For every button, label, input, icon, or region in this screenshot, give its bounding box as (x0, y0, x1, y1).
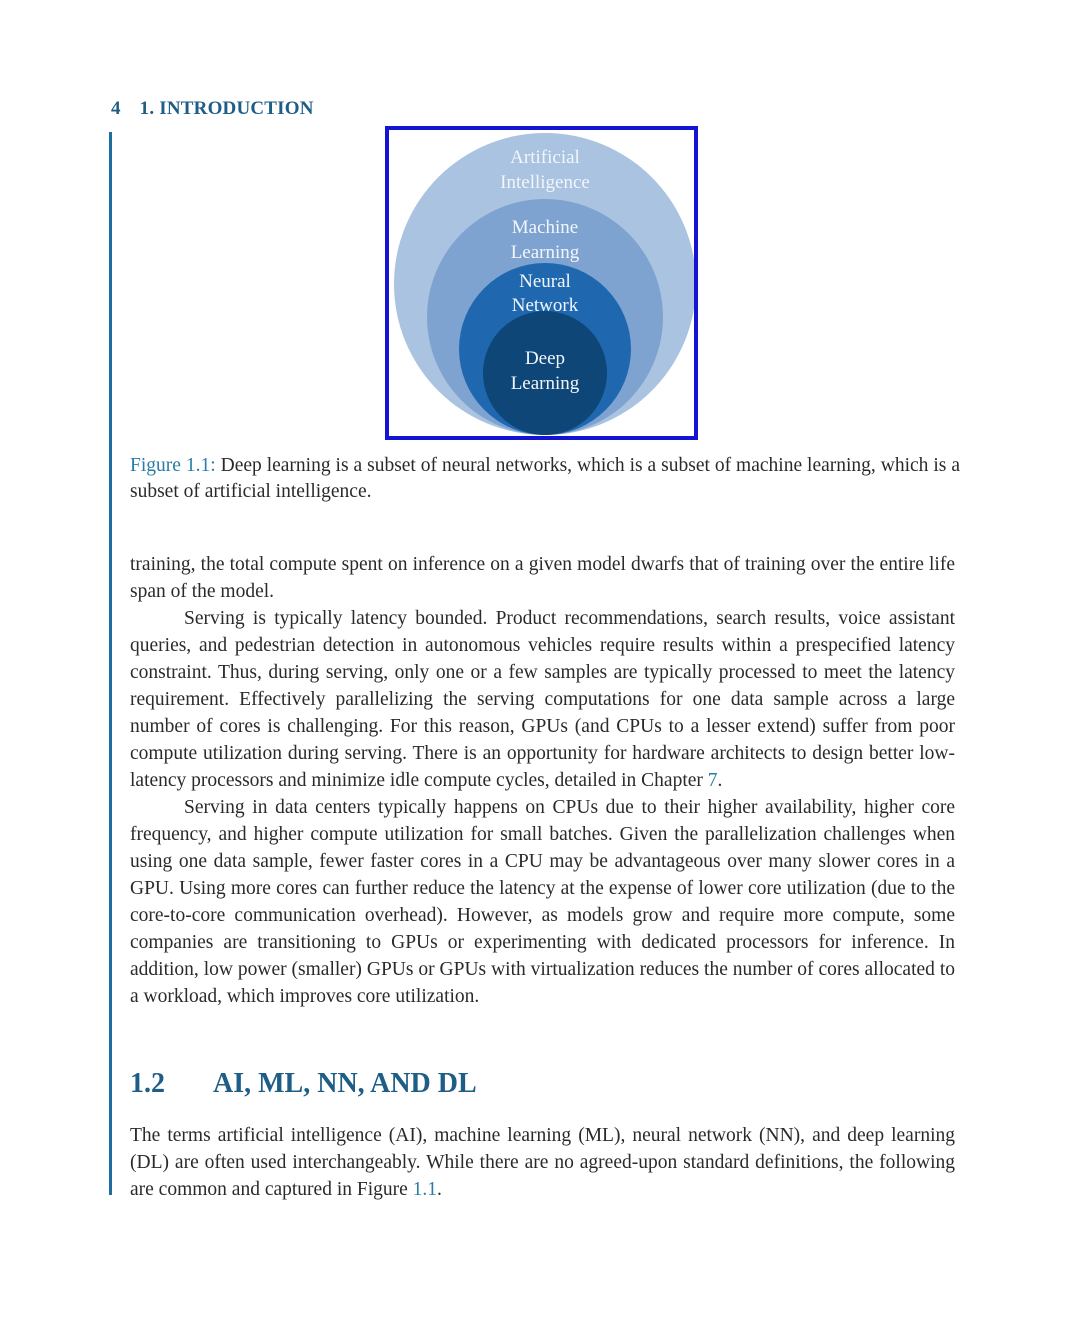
running-head (111, 98, 314, 120)
label-ml-line1: Machine (511, 217, 579, 238)
figure-1-1-link[interactable]: 1.1 (412, 1179, 438, 1200)
label-nn-line1: Neural (519, 271, 571, 292)
figure-ref-label[interactable]: Figure 1.1: (130, 455, 216, 476)
section-number: 1.2 (130, 1068, 165, 1099)
label-dl-line2: Learning (510, 373, 580, 394)
label-ml-line2: Learning (510, 242, 580, 263)
page-number: 4 (111, 98, 121, 119)
label-ai-line1: Artificial (510, 147, 580, 168)
label-ai-line2: Intelligence (500, 172, 590, 193)
body-text (130, 551, 955, 1010)
nested-circles-diagram (389, 130, 694, 436)
label-nn-line2: Network (511, 295, 579, 316)
section-heading (130, 1068, 477, 1100)
caption-text: Deep learning is a subset of neural networks, which is a subset of machine learning, which is a subset of artificial intelligence. (130, 455, 960, 502)
section-paragraph: The terms artificial intelligence (AI), machine learning (ML), neural network (NN), and deep learning (DL) are often used interchangeably. While there are no agreed-upon standard definitions, the following are common and captured in Figure 1.1. (130, 1125, 955, 1200)
chapter-title: 1. INTRODUCTION (139, 98, 314, 119)
paragraph-3: Serving in data centers typically happens on CPUs due to their higher availability, higher core frequency, and higher compute utilization for small batches. Given the parallelization challenges when using one data sample, fewer faster cores in a CPU may be advantageous over many slower cores in a GPU. Using more cores can further reduce the latency at the expense of lower core utilization (due to the core-to-core communication overhead). However, as models grow and require more compute, some companies are transitioning to GPUs or experimenting with dedicated processors for inference. In addition, low power (smaller) GPUs or GPUs with virtualization reduces the number of cores allocated to a workload, which improves core utilization. (130, 797, 955, 1007)
figure-caption (130, 453, 960, 505)
section-body-text (130, 1122, 955, 1203)
label-dl-line1: Deep (524, 348, 566, 369)
figure-venn-diagram (385, 126, 698, 440)
section-title: AI, ML, NN, AND DL (213, 1068, 477, 1099)
chapter-7-link[interactable]: 7 (707, 770, 718, 791)
change-bar (109, 132, 112, 1195)
paragraph-1: training, the total compute spent on inference on a given model dwarfs that of training over the entire life span of the model. (130, 554, 955, 602)
paragraph-2: Serving is typically latency bounded. Product recommendations, search results, voice assistant queries, and pedestrian detection in autonomous vehicles require results within a prespecified latency constraint. Thus, during serving, only one or a few samples are typically processed to meet the latency requirement. Effectively parallelizing the serving computations for one data sample across a large number of cores is challenging. For this reason, GPUs (and CPUs to a lesser extend) suffer from poor compute utilization during serving. There is an opportunity for hardware architects to design better low-latency processors and minimize idle compute cycles, detailed in Chapter 7. (130, 608, 955, 791)
